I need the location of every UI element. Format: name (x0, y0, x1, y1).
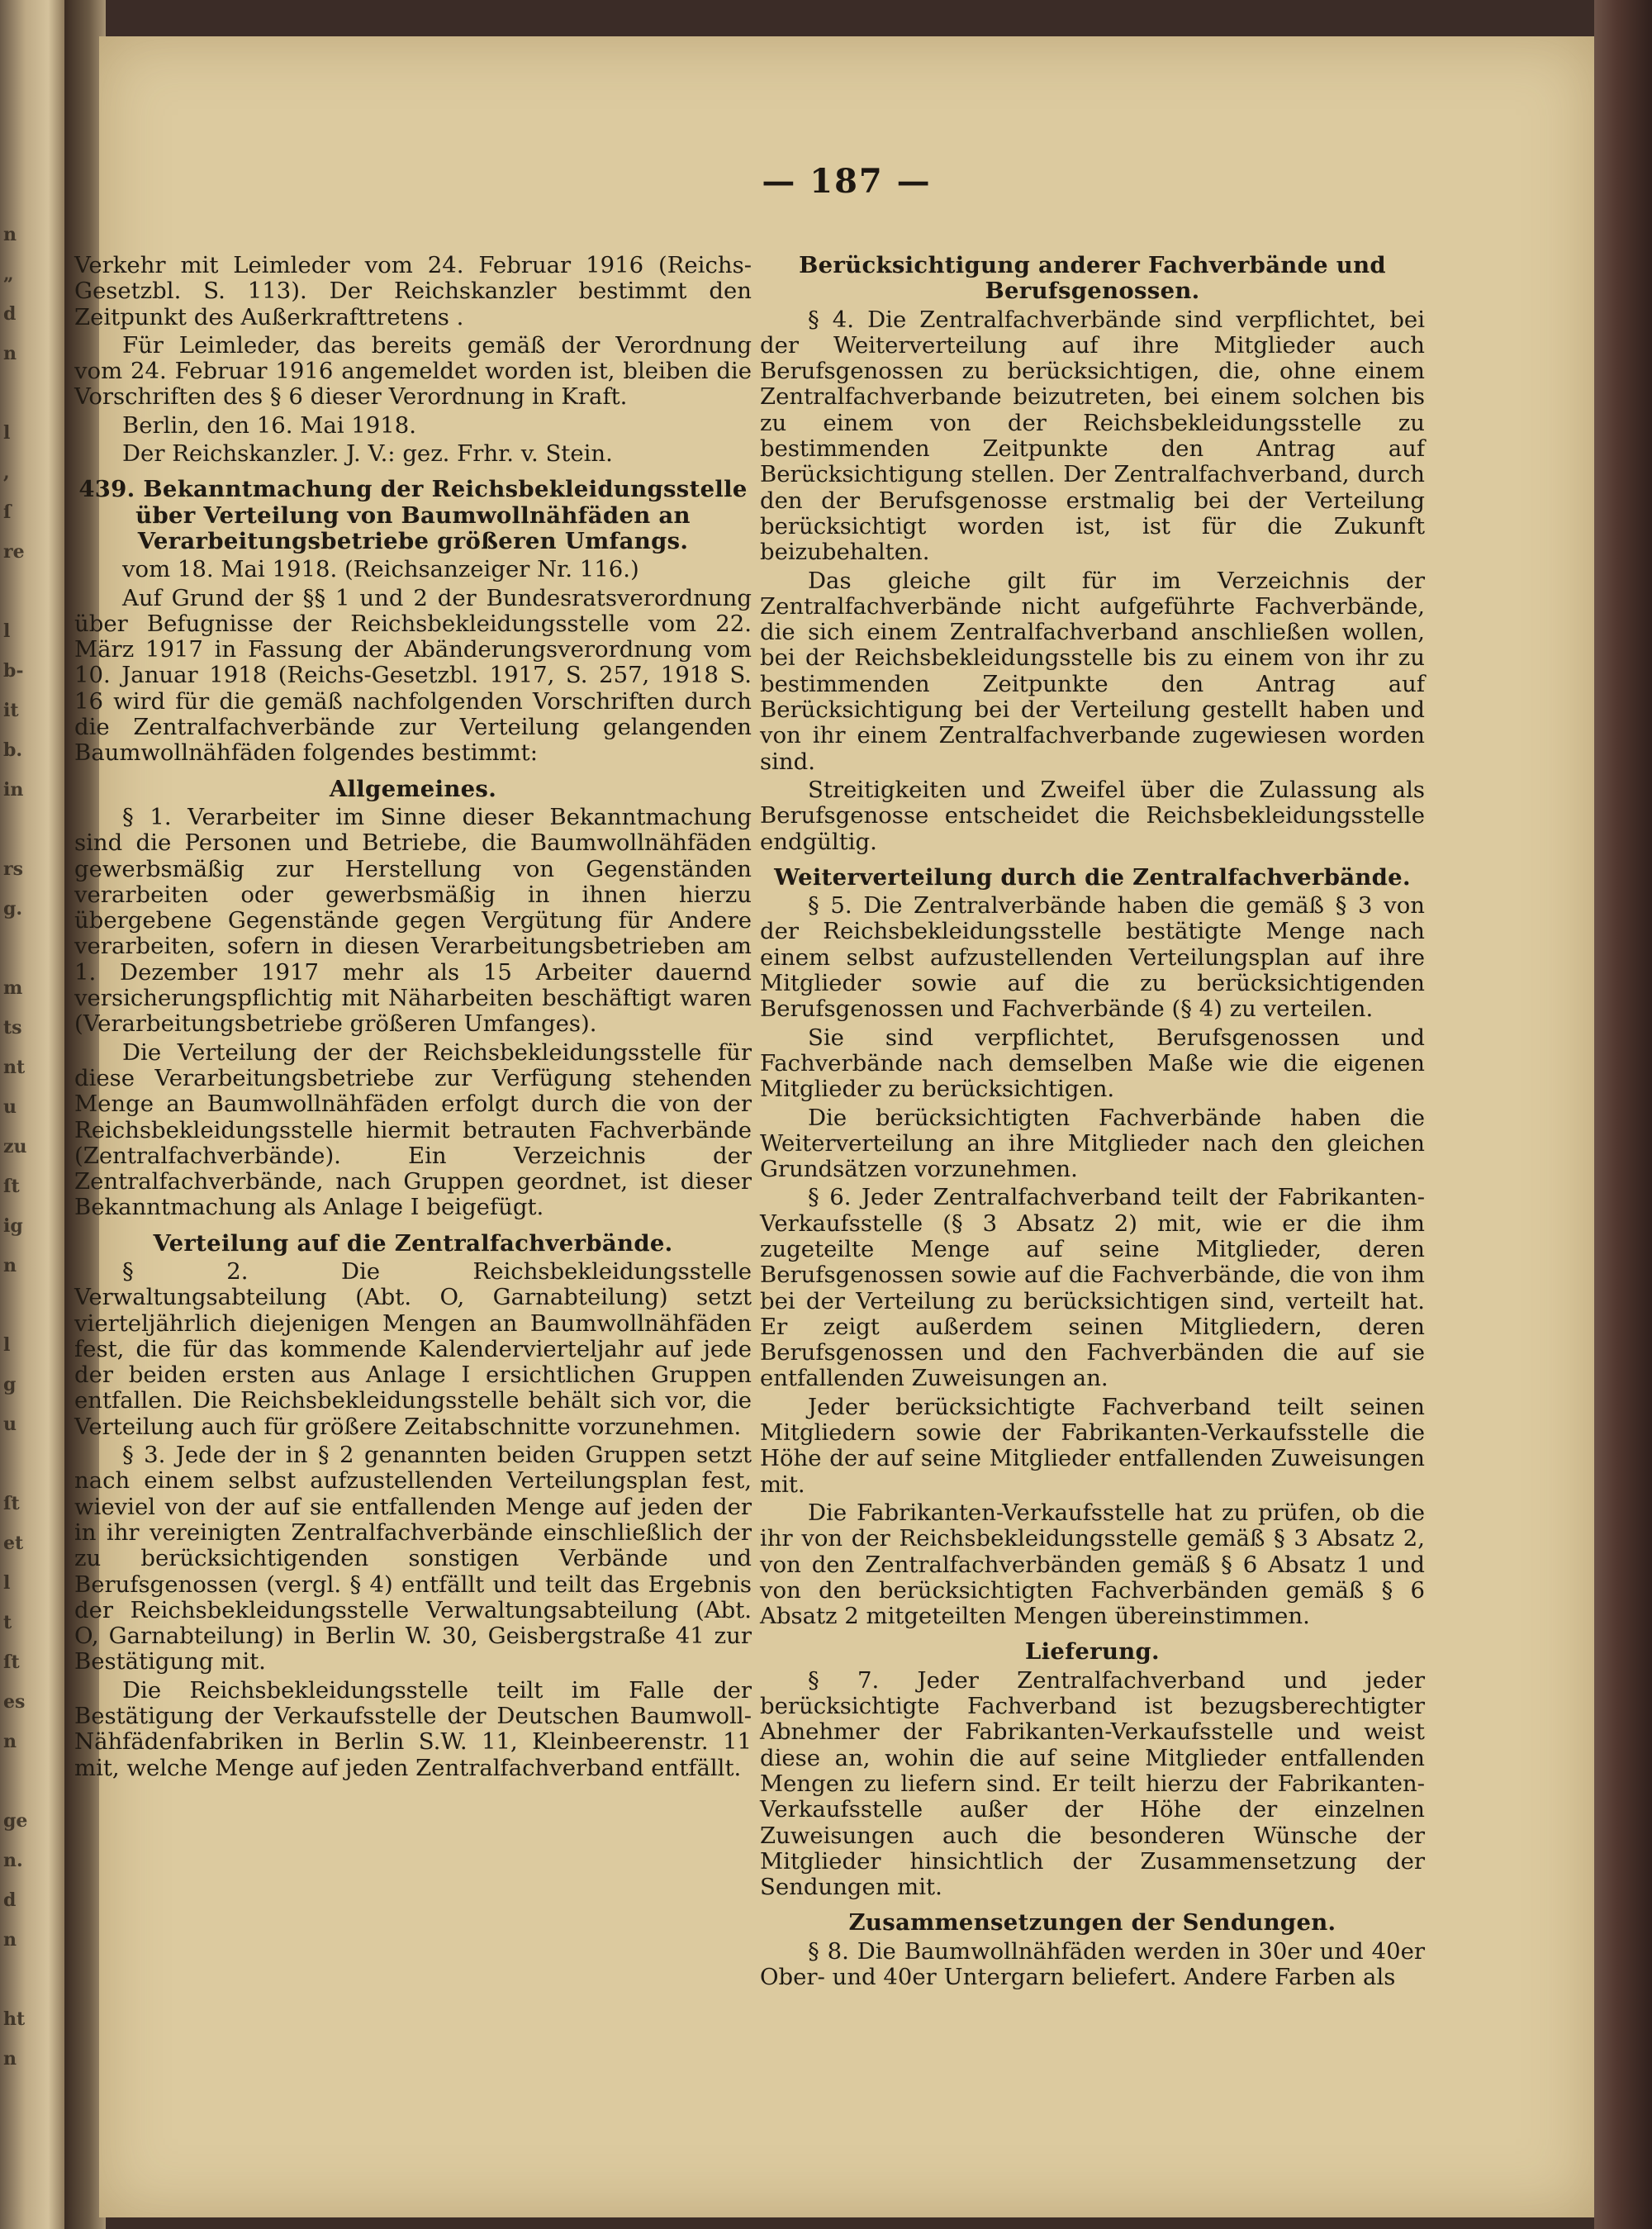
paragraph: § 4. Die Zentralfachverbände sind verpflichtet, bei der Weiterverteilung auf ihre Mitglieder auch Berufsgenossen zu berücksichtigen, die, ohne einem Zentralfachverbande beizutreten, bei einem solchen bis zu einem von der Reichsbekleidungsstelle zu bestimmenden Zeitpunkte den Antrag auf Berücksichtigung stellen. Der Zentralfachverband, durch den der Berufsgenosse erstmalig bei der Verteilung berücksichtigt worden ist, ist für die Zukunft beizubehalten. (760, 306, 1425, 566)
previous-page-edge (0, 0, 64, 2229)
paragraph: Die Verteilung der der Reichsbekleidungsstelle für diese Verarbeitungsbetriebe zur Verfügung stehenden Menge an Baumwollnähfäden erfolgt durch die von der Reichsbekleidungsstelle hiermit betrauten Fachverbände (Zentralfachverbände). Ein Verzeichnis der Zentralfachverbände, nach Gruppen geordnet, ist dieser Bekanntmachung als Anlage I beigefügt. (74, 1038, 752, 1221)
section-heading: Weiterverteilung durch die Zentralfachverbände. (774, 863, 1411, 891)
section-heading: Berücksichtigung anderer Fachverbände und Berufsgenossen. (799, 252, 1386, 305)
paragraph: Für Leimleder, das bereits gemäß der Verordnung vom 24. Februar 1916 angemeldet worden ist, bleiben die Vorschriften des § 6 dieser Verordnung in Kraft. (74, 331, 752, 411)
previous-page-text-fragments: n „ d n l , ſ re l b- it b. in rs g. m ts nt u zu ſt ig n l g u ſt et l t ſt es n ge n. d n ht n (3, 224, 28, 2070)
paragraph: Die Reichsbekleidungsstelle teilt im Falle der Bestätigung der Verkaufsstelle der Deutschen Baumwoll-Nähfädenfabriken in Berlin S.W. 11, Kleinbeerenstr. 11 mit, welche Menge auf jeden Zentralfachverband entfällt. (74, 1676, 752, 1781)
right-column (760, 253, 1425, 1993)
left-column (74, 253, 752, 1784)
announcement-date: vom 18. Mai 1918. (Reichsanzeiger Nr. 116.) (122, 556, 639, 583)
paragraph: § 6. Jeder Zentralfachverband teilt der Fabrikanten-Verkaufsstelle (§ 3 Absatz 2) mit, wie er die ihm zugeteilte Menge auf seine Mitglieder, deren Berufsgenossen sowie auf die Fachverbände, die von ihm bei der Verteilung zu berücksichtigen sind, verteilt hat. Er zeigt außerdem seinen Mitgliedern, deren Berufsgenossen und den Fachverbänden die auf sie entfallenden Zuweisungen an. (760, 1184, 1425, 1392)
paragraph: Sie sind verpflichtet, Berufsgenossen und Fachverbände nach demselben Maße wie die eigenen Mitglieder zu berücksichtigen. (760, 1024, 1425, 1103)
paragraph: Die Fabrikanten-Verkaufsstelle hat zu prüfen, ob die ihr von der Reichsbekleidungsstelle gemäß § 3 Absatz 2, von den Zentralfachverbänden gemäß § 6 Absatz 1 und von den berücksichtigten Fachverbänden gemäß § 6 Absatz 2 mitgeteilten Mengen übereinstimmen. (760, 1499, 1425, 1630)
section-heading: Verteilung auf die Zentralfachverbände. (153, 1229, 673, 1257)
section-heading: Zusammensetzungen der Sendungen. (848, 1909, 1336, 1937)
paragraph: Verkehr mit Leimleder vom 24. Februar 1916 (Reichs-Gesetzbl. S. 113). Der Reichskanzler bestimmt den Zeitpunkt des Außerkrafttretens . (74, 252, 752, 330)
announcement-title: 439. Bekanntmachung der Reichsbekleidungsstelle über Verteilung von Baumwollnähfäden an Verarbeitungsbetriebe größeren Umfangs. (78, 476, 748, 554)
book-cover-edge (1594, 0, 1652, 2229)
paragraph: § 1. Verarbeiter im Sinne dieser Bekanntmachung sind die Personen und Betriebe, die Baumwollnähfäden gewerbsmäßig zur Herstellung von Gegenständen verarbeiten oder gewerbsmäßig in ihnen hierzu übergebene Gegenstände gegen Vergütung für Andere verarbeiten, sofern in diesen Verarbeitungsbetrieben am 1. Dezember 1917 mehr als 15 Arbeiter dauernd versicherungspflichtig mit Näharbeiten beschäftigt waren (Verarbeitungsbetriebe größeren Umfanges). (74, 803, 752, 1038)
paragraph: Auf Grund der §§ 1 und 2 der Bundesratsverordnung über Befugnisse der Reichsbekleidungsstelle vom 22. März 1917 in Fassung der Abänderungsverordnung vom 10. Januar 1918 (Reichs-Gesetzbl. 1917, S. 257, 1918 S. 16 wird für die gemäß nachfolgenden Vorschriften durch die Zentralfachverbände zur Verteilung gelangenden Baumwollnähfäden folgendes bestimmt: (74, 584, 752, 767)
page-number: — 187 — (762, 162, 932, 201)
dateline: Berlin, den 16. Mai 1918. (122, 411, 417, 439)
signature-line: Der Reichskanzler. J. V.: gez. Frhr. v. Stein. (122, 440, 613, 468)
paragraph: Das gleiche gilt für im Verzeichnis der Zentralfachverbände nicht aufgeführte Fachverbände, die sich einem Zentralfachverband anschließen wollen, bei der Reichsbekleidungsstelle bis zu einem von ihr zu bestimmenden Zeitpunkte den Antrag auf Berücksichtigung bei der Verteilung gestellt haben und von ihr einem Zentralfachverbande zugewiesen worden sind. (760, 567, 1425, 775)
paragraph: Jeder berücksichtigte Fachverband teilt seinen Mitgliedern sowie der Fabrikanten-Verkaufsstelle die Höhe der auf seine Mitglieder entfallenden Zuweisungen mit. (760, 1393, 1425, 1498)
page-sheet (74, 36, 1594, 2217)
section-heading: Allgemeines. (329, 775, 497, 802)
paragraph: Streitigkeiten und Zweifel über die Zulassung als Berufsgenosse entscheidet die Reichsbekleidungsstelle endgültig. (760, 776, 1425, 855)
paragraph: § 2. Die Reichsbekleidungsstelle Verwaltungsabteilung (Abt. O, Garnabteilung) setzt vierteljährlich diejenigen Mengen an Baumwollnähfäden fest, die für das kommende Kalendervierteljahr auf jede der beiden ersten aus Anlage I ersichtlichen Gruppen entfallen. Die Reichsbekleidungsstelle behält sich vor, die Verteilung auch für größere Zeitabschnitte vorzunehmen. (74, 1257, 752, 1440)
paragraph: § 5. Die Zentralverbände haben die gemäß § 3 von der Reichsbekleidungsstelle bestätigte Menge nach einem selbst aufzustellenden Verteilungsplan auf ihre Mitglieder sowie auf die zu berücksichtigenden Berufsgenossen und Fachverbände (§ 4) zu verteilen. (760, 892, 1425, 1023)
paragraph: § 3. Jede der in § 2 genannten beiden Gruppen setzt nach einem selbst aufzustellenden Verteilungsplan fest, wieviel von der auf sie entfallenden Menge auf jeden der in ihr vereinigten Zentralfachverbände einschließlich der zu berücksichtigenden sonstigen Verbände und Berufsgenossen (vergl. § 4) entfällt und teilt das Ergebnis der Reichsbekleidungsstelle Verwaltungsabteilung (Abt. O, Garnabteilung) in Berlin W. 30, Geisbergstraße 41 zur Bestätigung mit. (74, 1442, 752, 1675)
section-heading: Lieferung. (1025, 1638, 1160, 1666)
paragraph: § 8. Die Baumwollnähfäden werden in 30er und 40er Ober- und 40er Untergarn beliefert. Andere Farben als (760, 1937, 1425, 1990)
paragraph: § 7. Jeder Zentralfachverband und jeder berücksichtigte Fachverband ist bezugsberechtigter Abnehmer der Fabrikanten-Verkaufsstelle und weist diese an, wohin die auf seine Mitglieder entfallenden Mengen zu liefern sind. Er teilt hierzu der Fabrikanten-Verkaufsstelle außer der Höhe der einzelnen Zuweisungen auch die besonderen Wünsche der Mitglieder hinsichtlich der Zusammensetzung der Sendungen mit. (760, 1666, 1425, 1901)
paragraph: Die berücksichtigten Fachverbände haben die Weiterverteilung an ihre Mitglieder nach den gleichen Grundsätzen vorzunehmen. (760, 1104, 1425, 1183)
